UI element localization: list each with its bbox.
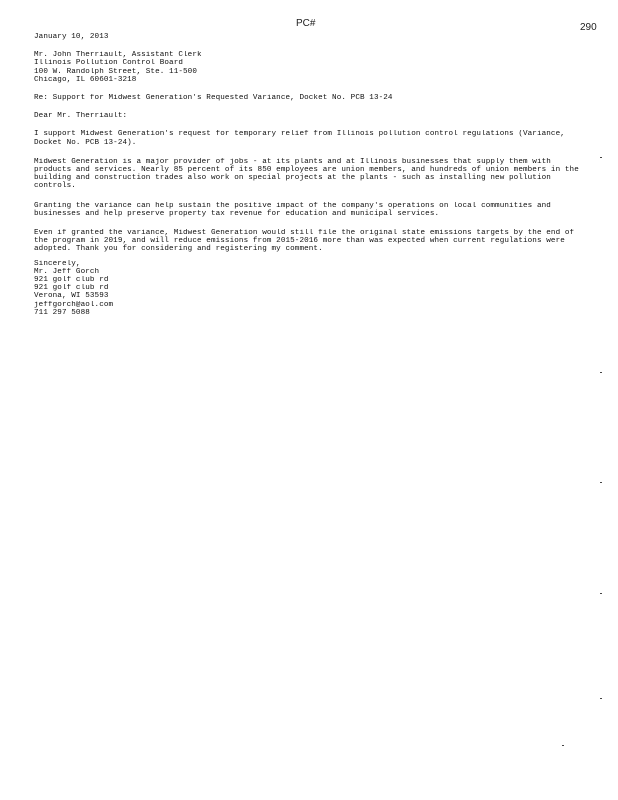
signature-line: 921 golf club rd xyxy=(34,276,109,285)
salutation-block xyxy=(34,112,582,120)
signature-line: jeffgorch@aol.com xyxy=(34,300,114,309)
signature-line: Mr. Jeff Gorch xyxy=(34,267,100,276)
recipient-line: 100 W. Randolph Street, Ste. 11-500 xyxy=(34,67,197,76)
subject-line: Re: Support for Midwest Generation's Requested Variance, Docket No. PCB 13-24 xyxy=(34,94,393,103)
paragraph-text: Midwest Generation is a major provider of jobs - at its plants and at Illinois businesses that supply them with products and services. Nearly 85 percent of its 850 employees are union members, and hundreds of union members in the building and construction trades also work on special projects at the plants - such as installing new pollution controls. xyxy=(34,157,579,191)
scan-speck xyxy=(600,593,602,594)
body-paragraph xyxy=(34,158,582,191)
scan-speck xyxy=(562,745,564,746)
body-paragraph xyxy=(34,130,582,146)
letter-body xyxy=(34,33,582,317)
page-number: 290 xyxy=(580,22,597,33)
salutation: Dear Mr. Therriault: xyxy=(34,112,128,121)
recipient-line: Chicago, IL 60601-3218 xyxy=(34,75,137,84)
recipient-line: Mr. John Therriault, Assistant Clerk xyxy=(34,51,202,60)
signature-block xyxy=(34,260,582,317)
paragraph-text: Even if granted the variance, Midwest Generation would still file the original state emissions targets by the end of the program in 2019, and will reduce emissions from 2015-2016 more than was expected when current regulations were adopted. Thank you for considering and registering my comment. xyxy=(34,229,575,254)
letter-date: January 10, 2013 xyxy=(34,33,109,41)
scan-speck xyxy=(600,482,602,483)
paragraph-text: Granting the variance can help sustain the positive impact of the company's operations on local communities and businesses and help preserve property tax revenue for education and municipal services. xyxy=(34,201,551,218)
subject-block xyxy=(34,94,582,102)
recipient-line: Illinois Pollution Control Board xyxy=(34,59,184,68)
letter-date-block xyxy=(34,33,582,41)
scan-speck xyxy=(600,698,602,699)
body-paragraph xyxy=(34,202,582,218)
signature-line: 711 297 5088 xyxy=(34,308,90,317)
paragraph-text: I support Midwest Generation's request for temporary relief from Illinois pollution control regulations (Variance, Docket No. PCB 13-24). xyxy=(34,130,565,147)
recipient-address xyxy=(34,51,582,84)
scan-speck xyxy=(600,372,602,373)
pc-label: PC# xyxy=(296,18,316,29)
signature-line: Verona, WI 53593 xyxy=(34,292,109,301)
scan-speck xyxy=(600,157,602,158)
closing: Sincerely, xyxy=(34,259,81,268)
body-paragraph xyxy=(34,229,582,254)
signature-line: 921 golf club rd xyxy=(34,284,109,293)
